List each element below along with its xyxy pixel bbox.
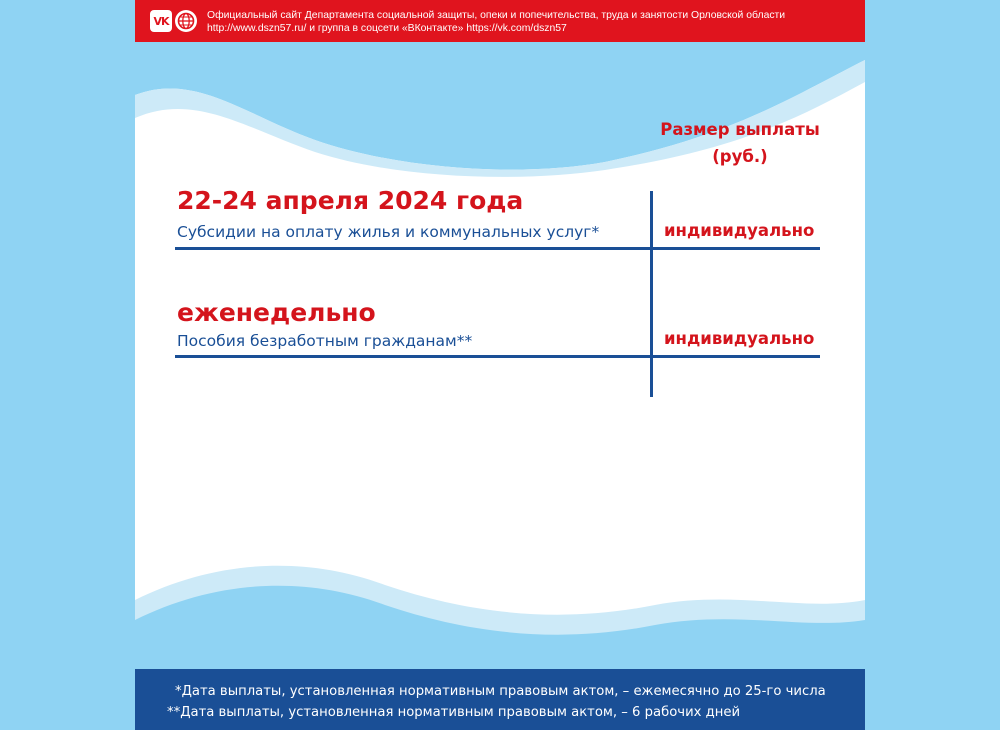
column-header (640, 116, 840, 170)
row-2-description: Пособия безработным гражданам** (177, 332, 473, 350)
row-2-date: еженедельно (177, 298, 376, 327)
header-links[interactable]: http://www.dszn57.ru/ и группа в соцсети «ВКонтакте» https://vk.com/dszn57 (207, 23, 567, 34)
footnote-1: *Дата выплаты, установленная нормативным правовым актом, – ежемесячно до 25-го числа (175, 684, 826, 699)
footnote-2: **Дата выплаты, установленная нормативным правовым актом, – 6 рабочих дней (167, 705, 741, 720)
header-text (207, 9, 785, 35)
vk-icon[interactable] (150, 10, 172, 32)
footnotes-bar (135, 669, 865, 730)
info-card (135, 0, 865, 730)
column-header-unit: (руб.) (712, 147, 768, 166)
row-1-description: Субсидии на оплату жилья и коммунальных услуг* (177, 223, 600, 241)
wave-decoration (135, 0, 865, 730)
row-2-divider (175, 355, 820, 358)
row-1-date: 22-24 апреля 2024 года (177, 186, 524, 215)
row-2-amount: индивидуально (664, 329, 815, 348)
top-bar (135, 0, 865, 42)
column-header-title: Размер выплаты (660, 120, 820, 139)
row-1-amount: индивидуально (664, 221, 815, 240)
column-divider (650, 191, 653, 397)
globe-icon[interactable] (175, 10, 197, 32)
header-icons (150, 10, 197, 32)
header-title: Официальный сайт Департамента социальной защиты, опеки и попечительства, труда и занятости Орловской области (207, 10, 786, 21)
row-1-divider (175, 247, 820, 250)
vk-logo-text: VK (153, 14, 169, 28)
